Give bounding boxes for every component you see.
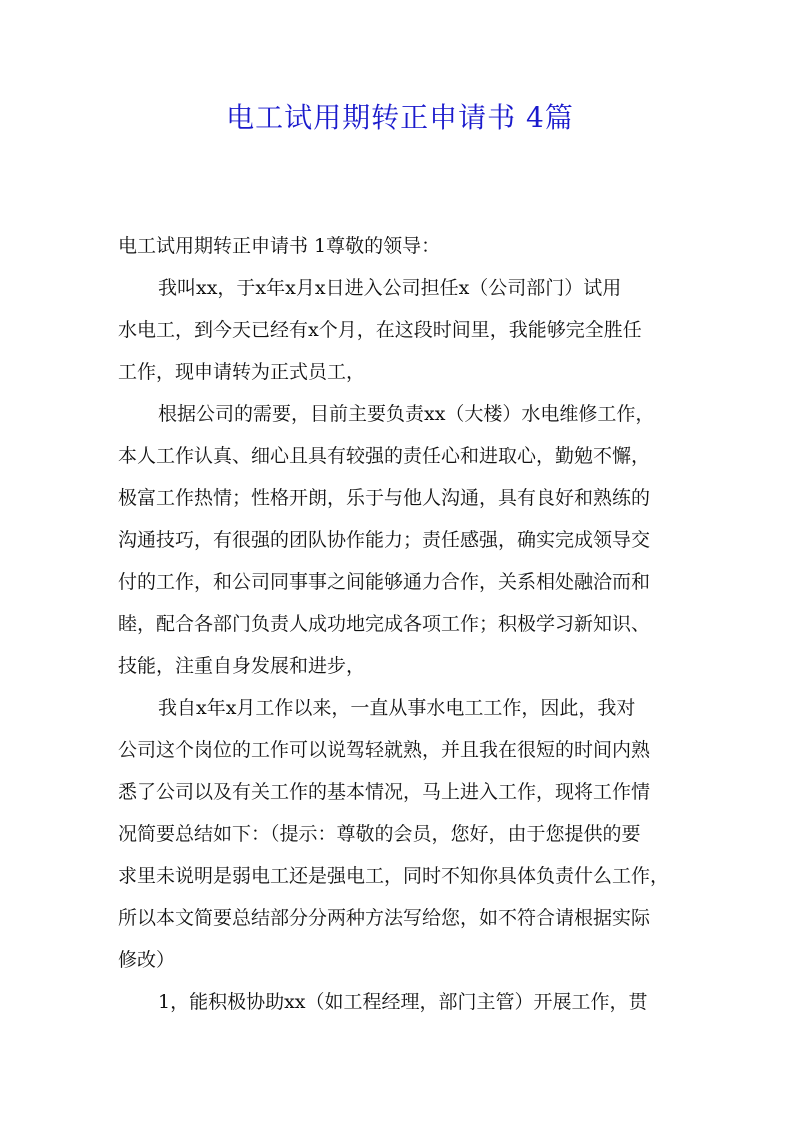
- text-line: 睦，配合各部门负责人成功地完成各项工作；积极学习新知识、: [118, 613, 651, 635]
- text-line: 工作，现申请转为正式员工，: [118, 361, 366, 383]
- text-line: 我自x年x月工作以来，一直从事水电工工作，因此，我对: [158, 697, 636, 719]
- text-line: 1，能积极协助xx（如工程经理，部门主管）开展工作，贯: [158, 991, 648, 1013]
- text-line: 本人工作认真、细心且具有较强的责任心和进取心，勤勉不懈，: [118, 445, 651, 467]
- text-line: 付的工作，和公司同事事之间能够通力合作，关系相处融洽而和: [118, 571, 651, 593]
- text-line: 技能，注重自身发展和进步，: [118, 655, 366, 677]
- text-line: 求里未说明是弱电工还是强电工，同时不知你具体负责什么工作，: [118, 865, 670, 887]
- text-line: 电工试用期转正申请书 1尊敬的领导：: [118, 235, 441, 257]
- text-line: 悉了公司以及有关工作的基本情况，马上进入工作，现将工作情: [118, 781, 651, 803]
- text-line: 极富工作热情；性格开朗，乐于与他人沟通，具有良好和熟练的: [118, 487, 651, 509]
- text-line: 所以本文简要总结部分分两种方法写给您，如不符合请根据实际: [118, 907, 651, 929]
- document-title: 电工试用期转正申请书 4篇: [226, 101, 574, 134]
- text-line: 修改）: [118, 949, 176, 971]
- text-line: 根据公司的需要，目前主要负责xx（大楼）水电维修工作，: [158, 403, 655, 425]
- text-line: 况简要总结如下：（提示：尊敬的会员，您好，由于您提供的要: [118, 823, 641, 845]
- text-line: 我叫xx，于x年x月x日进入公司担任x（公司部门）试用: [158, 277, 622, 299]
- text-line: 公司这个岗位的工作可以说驾轻就熟，并且我在很短的时间内熟: [118, 739, 651, 761]
- text-line: 沟通技巧，有很强的团队协作能力；责任感强，确实完成领导交: [118, 529, 651, 551]
- text-line: 水电工，到今天已经有x个月，在这段时间里，我能够完全胜任: [118, 319, 642, 341]
